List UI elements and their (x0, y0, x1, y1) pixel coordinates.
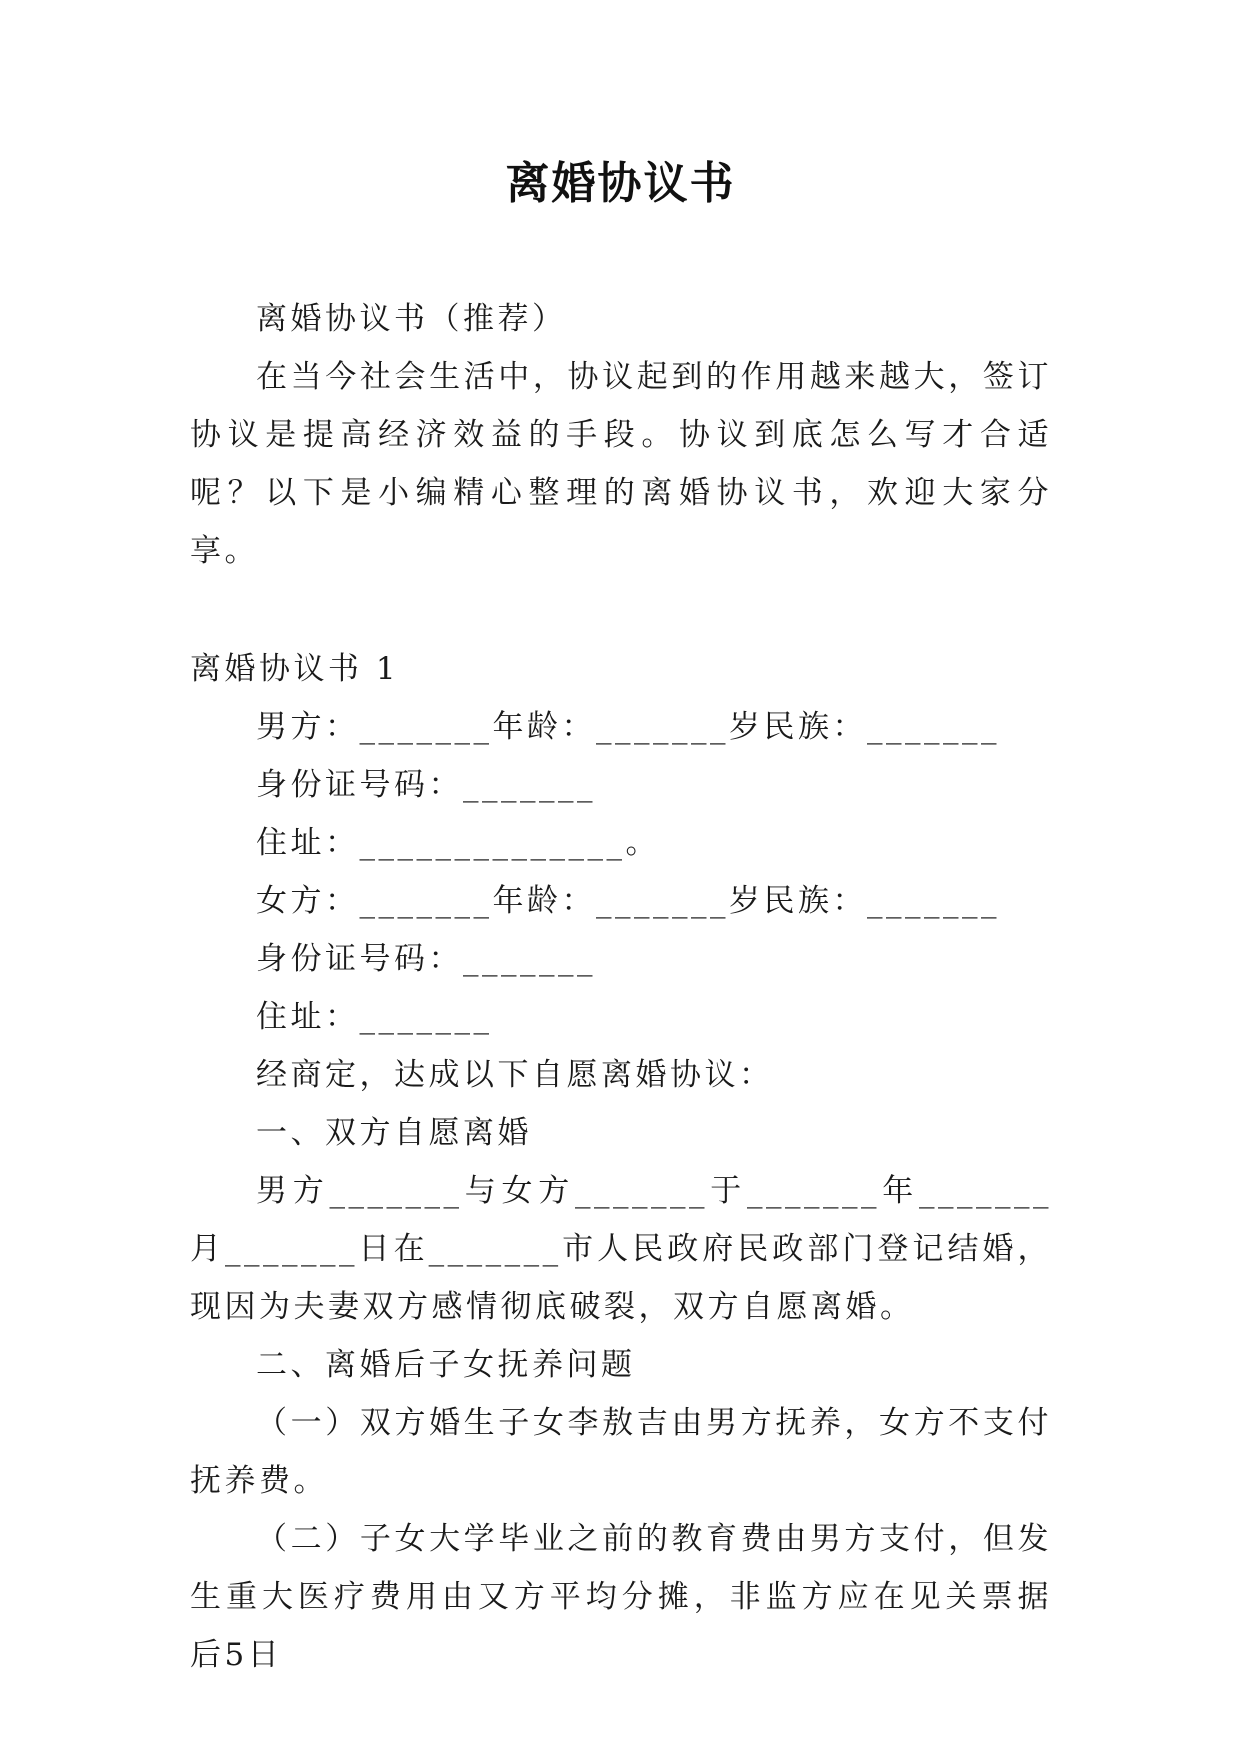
clause-2-title: 二、离婚后子女抚养问题 (256, 1347, 636, 1383)
section-heading: 离婚协议书 1 (190, 651, 400, 687)
clause-1-text: 男方_______与女方_______于_______年_______月_______日在_______市人民政府民政部门登记结婚，现因为夫妻双方感情彻底破裂，双方自愿离婚。 (190, 1173, 1052, 1325)
intro-paragraph: 在当今社会生活中，协议起到的作用越来越大，签订协议是提高经济效益的手段。协议到底怎么写才合适呢？以下是小编精心整理的离婚协议书，欢迎大家分享。 (190, 359, 1052, 569)
clause-2-item-2: （二）子女大学毕业之前的教育费由男方支付，但发生重大医疗费用由又方平均分摊，非监方应在见关票据后5日 (190, 1521, 1052, 1673)
female-basic-info: 女方：_______年龄：_______岁民族：_______ (256, 883, 1000, 919)
female-address: 住址：_______ (256, 999, 493, 1035)
clause-1-title: 一、双方自愿离婚 (256, 1115, 532, 1151)
clause-2-item-1: （一）双方婚生子女李敖吉由男方抚养，女方不支付抚养费。 (190, 1405, 1052, 1499)
subtitle: 离婚协议书（推荐） (256, 301, 567, 337)
document-body (190, 290, 1052, 1684)
document-title: 离婚协议书 (505, 158, 736, 209)
male-id-number: 身份证号码：_______ (256, 767, 596, 803)
spacer (190, 580, 1052, 640)
female-id-number: 身份证号码：_______ (256, 941, 596, 977)
male-address: 住址：______________。 (256, 825, 660, 861)
male-basic-info: 男方：_______年龄：_______岁民族：_______ (256, 709, 1000, 745)
agreement-intro: 经商定，达成以下自愿离婚协议： (256, 1057, 774, 1093)
